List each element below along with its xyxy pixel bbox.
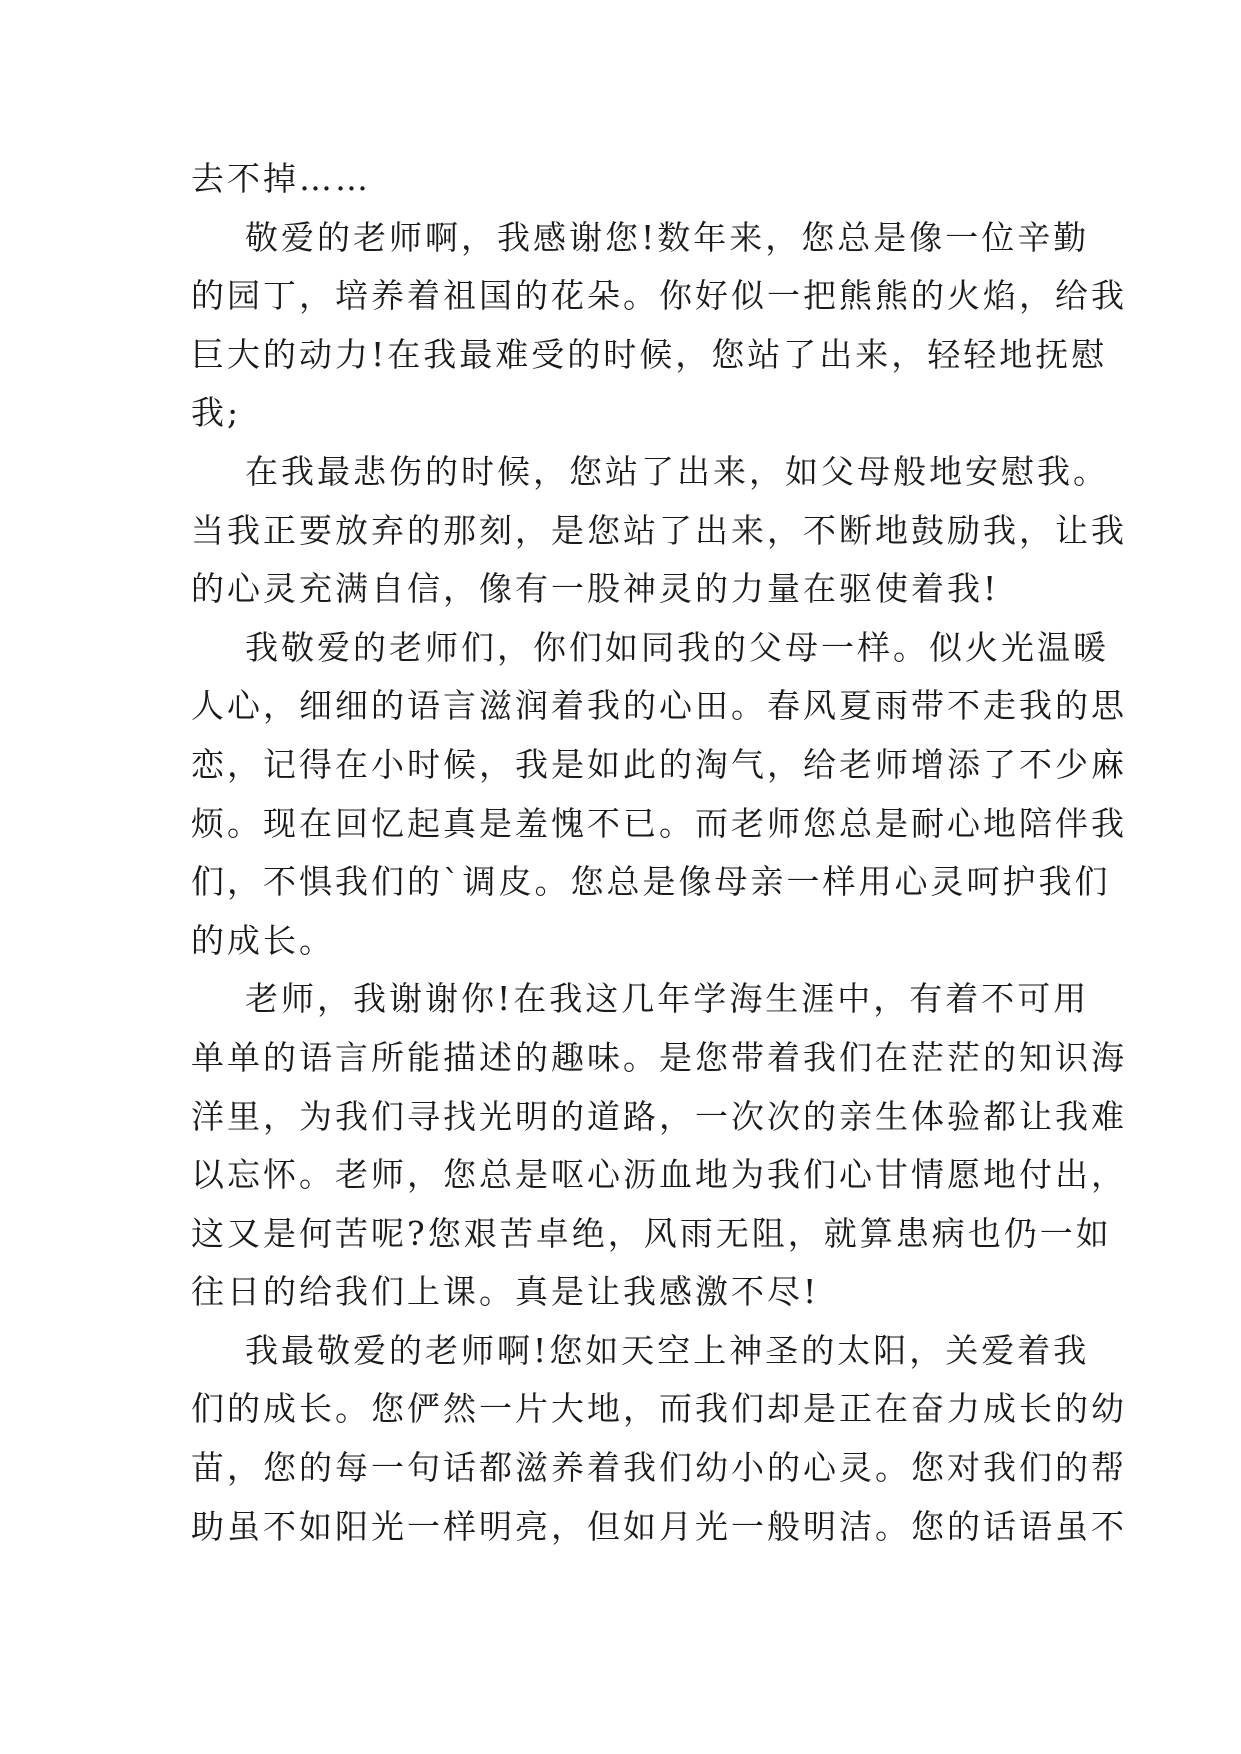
text-line: 苗，您的每一句话都滋养着我们幼小的心灵。您对我们的帮 bbox=[191, 1448, 1127, 1488]
text-line: 这又是何苦呢?您艰苦卓绝，风雨无阻，就算患病也仍一如 bbox=[191, 1213, 1112, 1253]
text-line: 在我最悲伤的时候，您站了出来，如父母般地安慰我。 bbox=[191, 451, 1109, 491]
text-line: 助虽不如阳光一样明亮，但如月光一般明洁。您的话语虽不 bbox=[191, 1506, 1127, 1546]
text-line: 的心灵充满自信，像有一股神灵的力量在驱使着我! bbox=[191, 569, 1000, 609]
text-line: 以忘怀。老师，您总是呕心沥血地为我们心甘情愿地付出， bbox=[191, 1155, 1127, 1195]
text-line: 往日的给我们上课。真是让我感激不尽! bbox=[191, 1272, 820, 1312]
text-line: 去不掉…… bbox=[191, 159, 371, 198]
text-line: 洋里，为我们寻找光明的道路，一次次的亲生体验都让我难 bbox=[191, 1096, 1127, 1136]
text-line: 单单的语言所能描述的趣味。是您带着我们在茫茫的知识海 bbox=[191, 1037, 1127, 1077]
text-line: 们，不惧我们的`调皮。您总是像母亲一样用心灵呵护我们 bbox=[191, 862, 1111, 902]
text-line: 的成长。 bbox=[191, 920, 335, 960]
text-line: 烦。现在回忆起真是羞愧不已。而老师您总是耐心地陪伴我 bbox=[191, 803, 1127, 843]
text-line: 我敬爱的老师们，你们如同我的父母一样。似火光温暖 bbox=[191, 627, 1109, 667]
text-line: 们的成长。您俨然一片大地，而我们却是正在奋力成长的幼 bbox=[191, 1389, 1127, 1429]
body-text bbox=[191, 150, 1127, 1556]
text-line: 老师，我谢谢你!在我这几年学海生涯中，有着不可用 bbox=[191, 979, 1090, 1019]
text-line: 敬爱的老师啊，我感谢您!数年来，您总是像一位辛勤 bbox=[191, 217, 1090, 257]
text-line: 巨大的动力!在我最难受的时候，您站了出来，轻轻地抚慰 bbox=[191, 334, 1108, 374]
text-line: 人心，细细的语言滋润着我的心田。春风夏雨带不走我的思 bbox=[191, 686, 1127, 726]
text-line: 的园丁，培养着祖国的花朵。你好似一把熊熊的火焰，给我 bbox=[191, 276, 1127, 316]
text-line: 当我正要放弃的那刻，是您站了出来，不断地鼓励我，让我 bbox=[191, 510, 1127, 550]
text-line: 我; bbox=[191, 393, 242, 433]
text-line: 我最敬爱的老师啊!您如天空上神圣的太阳，关爱着我 bbox=[191, 1330, 1090, 1370]
text-line: 恋，记得在小时候，我是如此的淘气，给老师增添了不少麻 bbox=[191, 744, 1127, 784]
